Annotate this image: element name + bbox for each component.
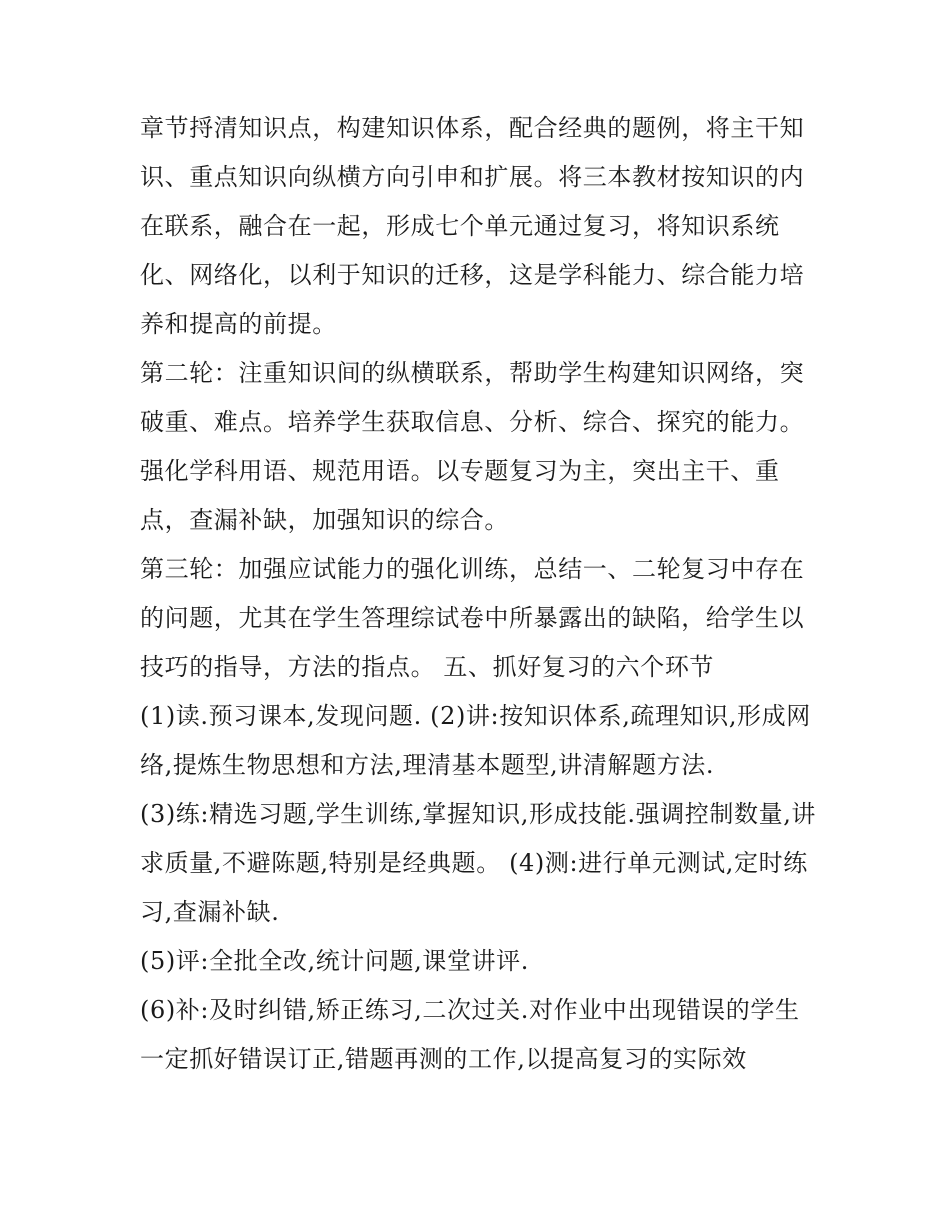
text-line-10: 第三轮：加强应试能力的强化训练，总结一、二轮复习中存在 — [140, 555, 805, 583]
text-line-2: 识、重点知识向纵横方向引申和扩展。将三本教材按知识的内 — [140, 163, 805, 191]
text-line-7: 破重、难点。培养学生获取信息、分析、综合、探究的能力。 — [140, 408, 805, 436]
text-line-8: 强化学科用语、规范用语。以专题复习为主，突出主干、重 — [140, 457, 780, 485]
text-line-16: 求质量,不避陈题,特别是经典题。 (4)测:进行单元测试,定时练 — [140, 849, 808, 877]
text-line-12: 技巧的指导，方法的指点。 五、抓好复习的六个环节 — [140, 653, 715, 681]
text-line-9: 点，查漏补缺，加强知识的综合。 — [140, 506, 509, 534]
text-line-15: (3)练:精选习题,学生训练,掌握知识,形成技能.强调控制数量,讲 — [140, 800, 817, 828]
text-line-20: 一定抓好错误订正,错题再测的工作,以提高复习的实际效 — [140, 1045, 747, 1073]
text-line-13: (1)读.预习课本,发现问题. (2)讲:按知识体系,疏理知识,形成网 — [140, 702, 811, 730]
text-line-18: (5)评:全批全改,统计问题,课堂讲评. — [140, 947, 529, 975]
text-line-6: 第二轮：注重知识间的纵横联系，帮助学生构建知识网络，突 — [140, 359, 805, 387]
text-line-11: 的问题，尤其在学生答理综试卷中所暴露出的缺陷，给学生以 — [140, 604, 805, 632]
text-line-1: 章节捋清知识点，构建知识体系，配合经典的题例，将主干知 — [140, 114, 805, 142]
text-line-3: 在联系，融合在一起，形成七个单元通过复习，将知识系统 — [140, 212, 780, 240]
text-line-14: 络,提炼生物思想和方法,理清基本题型,讲清解题方法. — [140, 751, 715, 779]
text-line-5: 养和提高的前提。 — [140, 310, 337, 338]
text-line-4: 化、网络化，以利于知识的迁移，这是学科能力、综合能力培 — [140, 261, 805, 289]
document-body — [140, 104, 820, 1084]
text-line-19: (6)补:及时纠错,矫正练习,二次过关.对作业中出现错误的学生 — [140, 996, 800, 1024]
text-line-17: 习,查漏补缺. — [140, 898, 280, 926]
